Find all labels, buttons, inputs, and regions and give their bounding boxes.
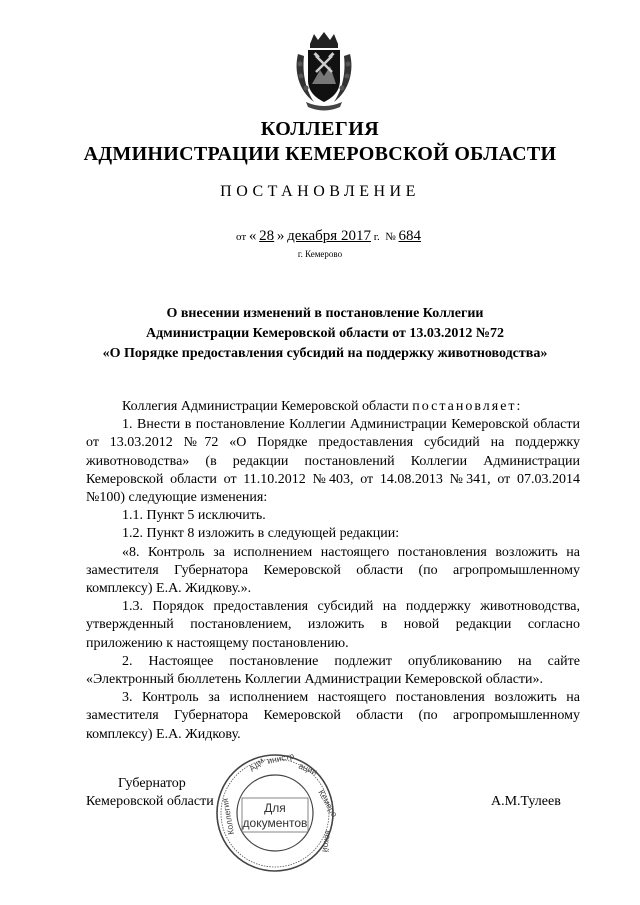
city: г. Кемерово [297,249,343,259]
svg-text:Кемеро: Кемеро [316,788,340,819]
org-title-line1: КОЛЛЕГИЯ [260,118,380,140]
body-intro [86,398,580,416]
subject-line1: О внесении изменений в постановление Коллегии [166,306,484,321]
paragraph-3: 3. Контроль за исполнением настоящего постановления возложить на заместителя Губернатора Кемеровской области (по агропромышленному комплексу) Е.А. Жидкову. [86,690,580,742]
document-subject [60,304,590,364]
paragraph-1-2-text: «8. Контроль за исполнением настоящего постановления возложить на заместителя Губернатора Кемеровской области (по агропромышленному комплексу) Е.А. Жидкову.». [86,544,580,597]
intro-text: Коллегия Администрации Кемеровской области [122,399,409,414]
date-quote-close: » [276,228,285,244]
signature-region: Кемеровской области [86,794,214,809]
svg-text:Адм: Адм [246,755,266,774]
paragraph-2: 2. Настоящее постановление подлежит опубликованию на сайте «Электронный бюллетень Коллегии Администрации Кемеровской области». [86,653,580,688]
paragraph-1-3: 1.3. Порядок предоставления субсидий на поддержку животноводства, утвержденный постановлением, изложить в новой редакции согласно приложению к настоящему постановлению. [86,599,580,651]
number-sign: № [385,231,396,243]
svg-text:ации: ации [297,760,319,778]
date-day: 28 [259,228,275,244]
paragraph-1-2: 1.2. Пункт 8 изложить в следующей редакции: [122,526,400,542]
paragraph-1: 1. Внести в постановление Коллегии Администрации Кемеровской области от 13.03.2012 №72 «О Порядке предоставления субсидий на поддержку животноводства» (в редакции постановлений Коллегии Администрации Кемеровской области от 11.10.2012 №403, от 14.08.2013 №341, от 07.03.2014 №100) следующие изменения: [86,417,580,506]
date-quote-open: « [248,228,257,244]
date-year-suffix: г. [373,231,380,243]
date-month-year: декабря 2017 [287,228,371,244]
document-body [86,398,580,744]
signature-name: А.М.Тулеев [491,794,561,809]
subject-line2: Администрации Кемеровской области от 13.03.2012 №72 [145,326,504,341]
paragraph-1-1: 1.1. Пункт 5 исключить. [122,508,266,524]
svg-text:документов: документов [242,816,308,830]
document-type: ПОСТАНОВЛЕНИЕ [220,183,420,200]
date-from: от [236,231,247,243]
document-number: 684 [398,228,421,244]
coat-of-arms-icon [292,30,356,110]
svg-text:Для: Для [264,801,286,815]
org-title-line2: АДМИНИСТРАЦИИ КЕМЕРОВСКОЙ ОБЛАСТИ [83,143,557,165]
subject-line3: «О Порядке предоставления субсидий на поддержку животноводства» [102,346,548,361]
svg-text:инистр: инистр [266,750,295,766]
intro-keyword: постановляет: [412,399,523,414]
svg-text:Коллегия: Коллегия [219,797,236,836]
date-line [236,228,421,245]
svg-text:вской: вской [320,829,334,854]
official-stamp-icon [214,750,340,874]
signature-title: Губернатор [118,776,186,791]
